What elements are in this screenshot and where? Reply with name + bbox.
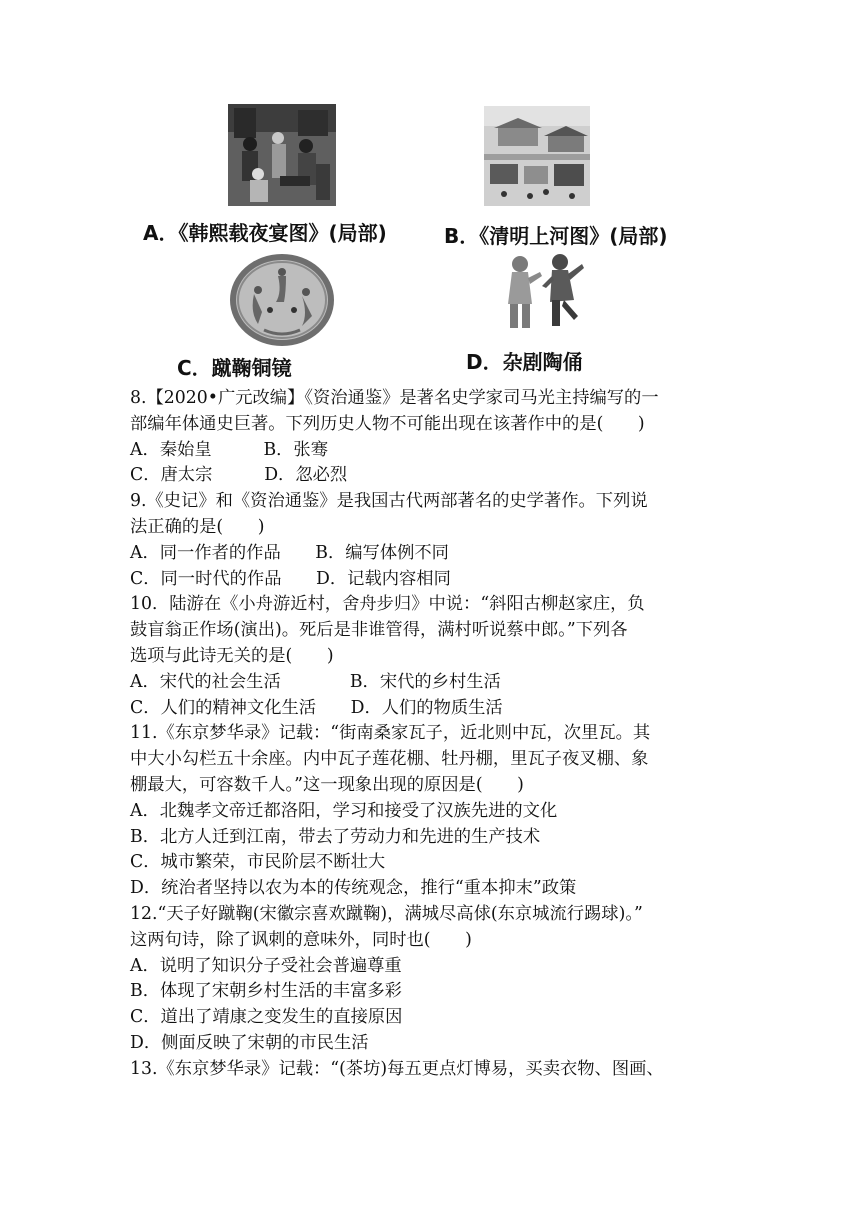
text-line: C．城市繁荣，市民阶层不断壮大 [130,852,386,873]
text-line: 部编年体通史巨著。下列历史人物不可能出现在该著作中的是( ) [130,413,645,434]
bronze-mirror-icon [228,252,336,348]
figure-d-caption: D．杂剧陶俑 [466,350,583,374]
text-line: 法正确的是( ) [130,516,265,537]
text-line: 11.《东京梦华录》记载：“街南桑家瓦子，近北则中瓦，次里瓦。其 [130,723,651,744]
figure-b-image [484,106,590,206]
painting-figures-icon [228,104,336,206]
text-line: D．统治者坚持以农为本的传统观念，推行“重本抑末”政策 [130,878,577,899]
text-line: A．秦始皇 B．张骞 [130,439,328,460]
pottery-figurines-icon [492,250,588,336]
figure-a-image [228,104,336,206]
text-line: 10．陆游在《小舟游近村，舍舟步归》中说：“斜阳古柳赵家庄，负 [130,594,645,615]
text-line: 8.【2020•广元改编】《资治通鉴》是著名史学家司马光主持编写的一 [130,388,659,408]
text-line: A．同一作者的作品 B．编写体例不同 [130,542,449,563]
painting-city-icon [484,106,590,206]
text-line: 12.“天子好蹴鞠(宋徽宗喜欢蹴鞠)，满城尽高俅(东京城流行踢球)。” [130,903,643,924]
text-line: B．体现了宋朝乡村生活的丰富多彩 [130,981,402,1002]
text-line: 鼓盲翁正作场(演出)。死后是非谁管得，满村听说蔡中郎。”下列各 [130,620,628,641]
text-line: A．说明了知识分子受社会普遍尊重 [130,955,402,976]
text-line: 中大小勾栏五十余座。内中瓦子莲花棚、牡丹棚，里瓦子夜叉棚、象 [130,749,649,770]
text-line: C．同一时代的作品 D．记载内容相同 [130,568,451,589]
figure-c-image [228,252,336,348]
text-line: D．侧面反映了宋朝的市民生活 [130,1032,369,1053]
text-line: 这两句诗，除了讽刺的意味外，同时也( ) [130,929,472,950]
question-text [130,386,740,1083]
text-line: A．宋代的社会生活 B．宋代的乡村生活 [130,671,501,692]
figure-b-caption: B．《清明上河图》(局部) [444,224,668,248]
figure-a-caption: A．《韩熙载夜宴图》(局部) [143,221,387,245]
text-line: C．道出了靖康之变发生的直接原因 [130,1007,403,1028]
text-line: 13.《东京梦华录》记载：“(茶坊)每五更点灯博易，买卖衣物、图画、 [130,1058,664,1079]
text-line: C．人们的精神文化生活 D．人们的物质生活 [130,697,503,718]
text-line: 9.《史记》和《资治通鉴》是我国古代两部著名的史学著作。下列说 [130,491,648,512]
text-line: 选项与此诗无关的是( ) [130,645,334,666]
figure-c-caption: C．蹴鞠铜镜 [177,356,292,380]
text-line: 棚最大，可容数千人。”这一现象出现的原因是( ) [130,774,524,795]
text-line: B．北方人迁到江南，带去了劳动力和先进的生产技术 [130,826,541,847]
figure-d-image [492,250,588,336]
text-line: A．北魏孝文帝迁都洛阳，学习和接受了汉族先进的文化 [130,800,558,821]
text-line: C．唐太宗 D．忽必烈 [130,465,348,486]
